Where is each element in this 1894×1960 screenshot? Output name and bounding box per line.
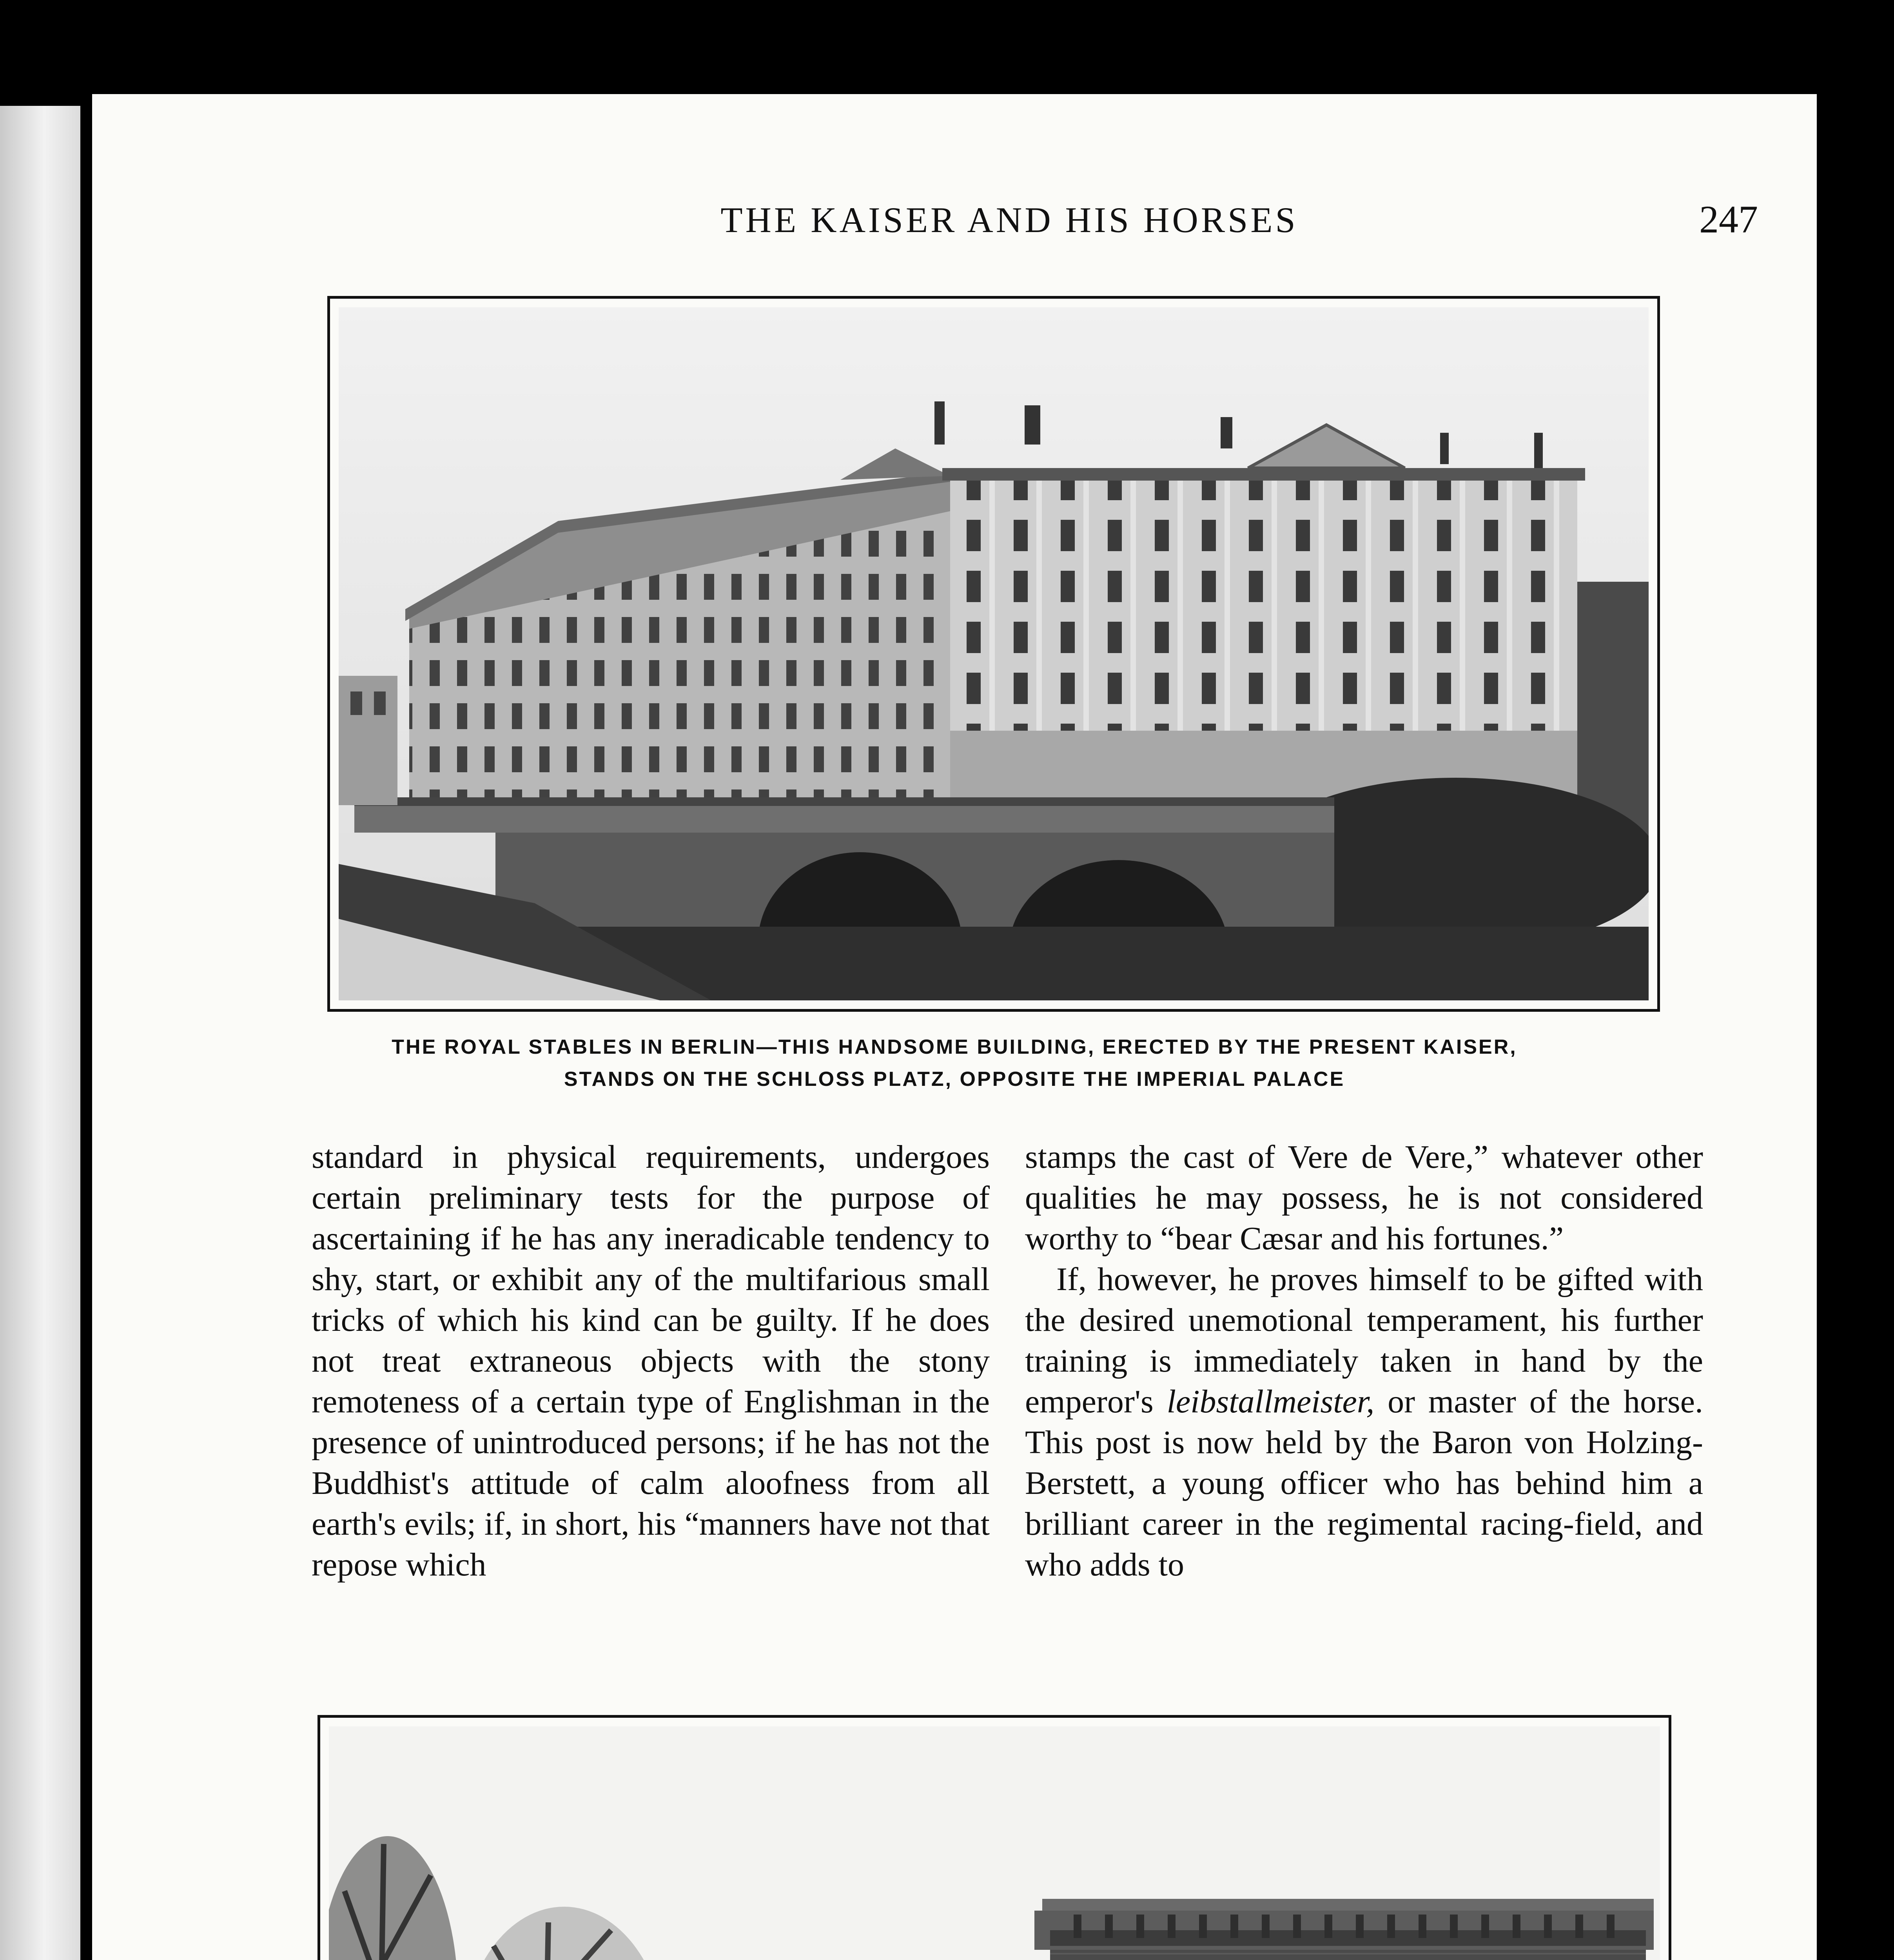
figure-1-photo <box>339 307 1649 1000</box>
paragraph-2-text-end: or master of the horse. This post is now held by the Baron von Holzing-Berstett, a young officer who has behind him a brilliant career in the regimental racing-field, and who adds to <box>1025 1383 1703 1583</box>
page-number: 247 <box>1699 198 1758 241</box>
facing-page-edge <box>0 106 80 1960</box>
figure-1-caption-line-2: STANDS ON THE SCHLOSS PLATZ, OPPOSITE THE IMPERIAL PALACE <box>564 1068 1345 1091</box>
figure-1-caption-line-1: THE ROYAL STABLES IN BERLIN—THIS HANDSOME BUILDING, ERECTED BY THE PRESENT KAISER, <box>392 1036 1517 1058</box>
royal-stables-potsdam-photo <box>329 1726 1660 1960</box>
italic-term: leibstallmeister, <box>1167 1383 1375 1420</box>
figure-2-photo <box>329 1726 1660 1960</box>
running-head: THE KAISER AND HIS HORSES <box>720 200 1298 240</box>
book-page <box>92 94 1817 1960</box>
figure-1-frame <box>327 296 1660 1012</box>
figure-2-frame <box>317 1715 1671 1960</box>
left-column-paragraph: standard in physical requirements, undergoes certain preliminary tests for the purpose of ascertaining if he has any ineradicable tendency to shy, start, or exhibit any of the multifarious small tricks of which his kind can be guilty. If he does not treat extraneous objects with the stony remoteness of a certain type of Englishman in the presence of unintroduced persons; if he has not the Buddhist's attitude of calm aloofness from all earth's evils; if, in short, his “manners have not that repose which <box>312 1139 990 1583</box>
right-text-column <box>1025 1137 1703 1585</box>
figure-1-caption <box>210 1031 1699 1095</box>
right-column-paragraph-2 <box>1025 1259 1703 1585</box>
paragraph-2-text-start: If, however, he proves himself to be gifted with the desired unemotional temperament, his further training is immediately taken in hand by the emperor's <box>1025 1261 1703 1420</box>
royal-stables-berlin-photo <box>339 307 1649 1000</box>
left-text-column <box>312 1137 990 1585</box>
right-column-paragraph-1: stamps the cast of Vere de Vere,” whatever other qualities he may possess, he is not considered worthy to “bear Cæsar and his fortunes.” <box>1025 1139 1703 1257</box>
